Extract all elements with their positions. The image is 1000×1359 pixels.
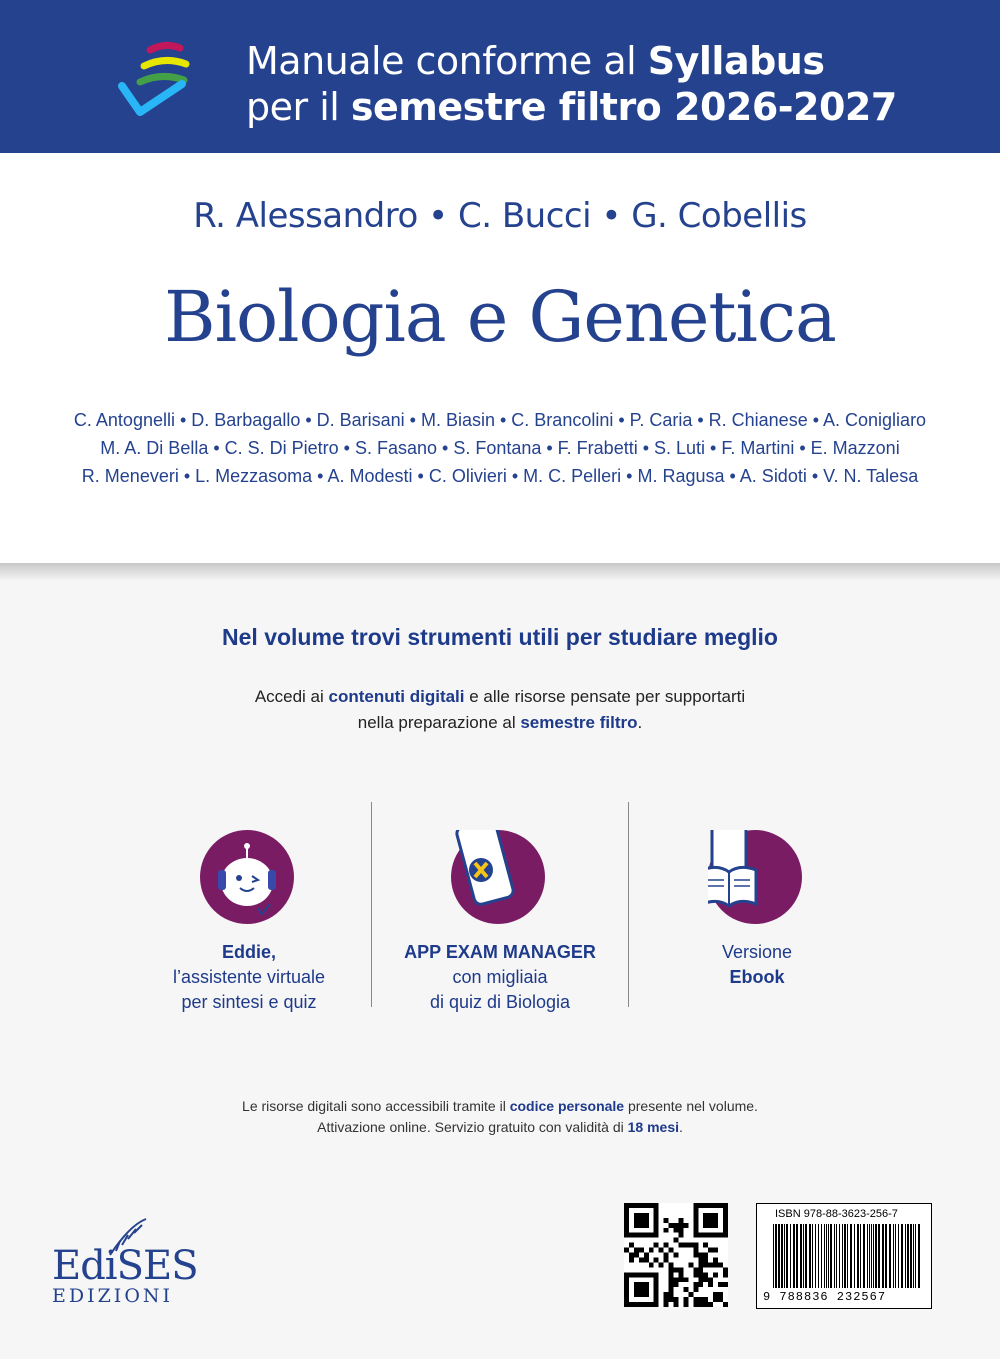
authors: R. Alessandro • C. Bucci • G. Cobellis xyxy=(193,196,807,236)
feature-ebook xyxy=(632,800,882,1010)
robot-assistant-icon xyxy=(200,830,294,924)
top-banner xyxy=(0,0,1000,153)
ebook-icon xyxy=(708,830,802,924)
contributors-line: C. Antognelli • D. Barbagallo • D. Barisani • M. Biasin • C. Brancolini • P. Caria • R. Chianese • A. Conigliaro xyxy=(73,410,927,430)
feature-eddie xyxy=(124,800,374,1010)
isbn-barcode xyxy=(756,1203,932,1309)
banner-title: Manuale conforme al Syllabus per il semestre filtro 2026-2027 xyxy=(246,39,897,129)
publisher-name: EdiSES xyxy=(52,1243,198,1289)
qr-code xyxy=(624,1203,728,1307)
contributors-line: M. A. Di Bella • C. S. Di Pietro • S. Fasano • S. Fontana • F. Frabetti • S. Luti • F. Martini • E. Mazzoni xyxy=(100,438,900,458)
smartphone-app-icon xyxy=(451,830,545,924)
book-title: Biologia e Genetica xyxy=(164,276,836,358)
contributors-line: R. Meneveri • L. Mezzasoma • A. Modesti • C. Olivieri • M. C. Pelleri • M. Ragusa • A. Sidoti • V. N. Talesa xyxy=(81,466,919,486)
syllabus-checkmark-logo-icon xyxy=(110,36,200,126)
isbn-label: ISBN 978-88-3623-256-7 xyxy=(775,1208,898,1220)
feature-divider xyxy=(628,802,629,1007)
barcode-bars xyxy=(771,1224,921,1294)
features-heading: Nel volume trovi strumenti utili per studiare meglio xyxy=(222,624,778,650)
publisher-subtitle: EDIZIONI xyxy=(52,1285,174,1307)
feature-caption: Eddie, l’assistente virtuale per sintesi e quiz xyxy=(172,942,326,1012)
feature-caption: Versione Ebook xyxy=(721,942,793,987)
contributors-list xyxy=(50,406,950,490)
feature-exam-manager xyxy=(375,800,625,1010)
barcode-digits: 9 788836 232567 xyxy=(763,1290,887,1304)
feature-divider xyxy=(371,802,372,1007)
panel-shadow xyxy=(0,563,1000,581)
digital-resources-note: Le risorse digitali sono accessibili tramite il codice personale presente nel volume. Attivazione online. Servizio gratuito con validità di 18 mesi. xyxy=(242,1098,758,1135)
feature-caption: APP EXAM MANAGER con migliaia di quiz di Biologia xyxy=(404,942,596,1012)
features-intro: Accedi ai contenuti digitali e alle risorse pensate per supportarti nella preparazione al semestre filtro. xyxy=(254,687,746,732)
